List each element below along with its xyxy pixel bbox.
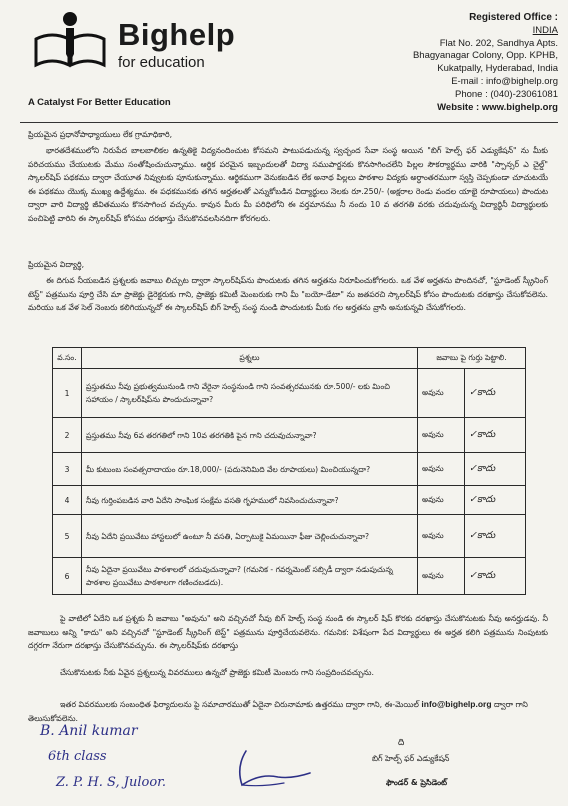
question-text: ప్రస్తుతము నీవు ప్రభుత్వమునుండి గాని వేరైనా సంస్థనుండి గాని సంవత్సరమునకు రూ.500/- లకు మించి సహాయం / స్కాలర్‌షిప్‌ను పొందుచున్నావా? xyxy=(82,369,418,418)
row-number: 6 xyxy=(53,558,82,595)
email-link[interactable]: info@bighelp.org xyxy=(421,699,492,709)
details-tail: ద్వారా గాని తెలుసుకోవలెను. xyxy=(28,700,528,723)
details-paragraph xyxy=(28,698,548,725)
eligibility-note-paragraph: పై వాటిలో ఏదేని ఒక ప్రశ్నకు నీ జవాబు "అవును" అని వచ్చినచో నీవు బిగ్ హెల్ప్ సంస్థ నుండి ఈ స్కాలర్ షిప్ కొరకు దరఖాస్తు చేసుకొనుటకు నీవు అనర్హుడవు. నీ జవాబులు అన్ని "కాదు" అని వచ్చినచో "స్టూడెంట్ స్క్రీనింగ్ టెస్ట్" పత్రమును పూర్తిచేయవలెను. గమనిక: విశేషంగా పేద విద్యార్థులు ఈ అర్హత కలిగి పత్రమును నింపుటకు దగ్గరగా నేరుగా దరఖాస్తు చేసుకొనవచ్చును. ఈ స్కాలర్‌షిప్‌కు దరఖాస్తు xyxy=(28,614,548,651)
row-number: 1 xyxy=(53,369,82,418)
registered-office-block xyxy=(368,12,558,114)
brand-name: Bighelp xyxy=(118,17,236,52)
table-row xyxy=(53,453,526,486)
table-row xyxy=(53,418,526,453)
header-answer: జవాబు పై గుర్తు పెట్టాలి. xyxy=(418,348,526,369)
office-phone: Phone : (040)-23061081 xyxy=(455,88,558,100)
handwritten-class: 6th class xyxy=(48,749,107,764)
office-address-line: Bhagyanagar Colony, Opp. KPHB, xyxy=(412,50,558,62)
contact-paragraph: చేసుకొనుటకు నీకు ఏవైన ప్రశ్నలున్న వివరములు ఉన్నచో ప్రాజెక్టు కమిటీ మెంబరు గాని సంప్రదించవచ్చును. xyxy=(60,668,374,677)
table-row xyxy=(53,515,526,558)
handwritten-school: Z. P. H. S, Juloor. xyxy=(56,775,167,790)
office-email: E-mail : info@bighelp.org xyxy=(451,75,558,87)
table-row xyxy=(53,486,526,515)
intro-paragraph: భారతదేశములోని నిరుపేద బాలబాలికల ఉన్నతికై విద్యనందించుట కోసమని పాటుపడుచున్న స్వచ్ఛంద సేవా సంస్థ అయిన "బిగ్ హెల్ప్ ఫర్ ఎడ్యుకేషన్" ను మీకు పరిచయము చేయుటకు మేము సంతోషించుచున్నాము. ఆర్థిక పరమైన ఇబ్బందులతో విద్యా సముపార్జనకు కొనసాగించలేని పిల్లల సౌకర్యార్థము వారికి "స్పాన్సర్ ఎ చైల్డ్" స్కాలర్‌షిప్ పథకము ద్వారా చేయూత నివ్వుటకు పూనుకున్నాము. ఆర్థికముగా వెనుకబడిన లేక అనాథ పిల్లలు పాఠశాల విద్యకు అర్ధాంతరముగా స్వస్తి చెప్పకుండా చూచుటయే ఈ పథకము యొక్క ముఖ్య ఉద్దేశ్యము. ఈ పధకమునకు తగిన అర్హతలతో ఎన్నుకోబడిన విద్యార్థులు నెలకు రూ.250/- (అక్షరాల రెండు వందల యాభై రూపాయలు) పొందుట ద్వారా వారి విద్యార్థి జీవితమును కొనసాగించ వచ్చును. కావున మీరు మీ పరిధిలోని ఈ వర్తమానము నీ నందు 10 వ తరగతి వరకు చదువుచున్న విద్యార్థినీ విద్యార్థులకు పంచిపెట్టి వారిని ఈ స్కాలర్‌షిప్ కోసము దరఖాస్తు చేసుకొనవలసినదిగా కోరగలరు. xyxy=(28,146,548,223)
question-text: మీ కుటుంబ సంవత్సరాదాయం రూ.18,000/- (పదునెనిమిది వేల రూపాయలు) మించియున్నదా? xyxy=(82,453,418,486)
question-text: ప్రస్తుతము నీవు 6వ తరగతిలో గాని 10వ తరగతికి పైన గాని చదువుచున్నావా? xyxy=(82,418,418,453)
answer-yes[interactable]: అవును xyxy=(418,418,465,453)
tagline: A Catalyst For Better Education xyxy=(28,97,171,108)
answer-yes[interactable]: అవును xyxy=(418,515,465,558)
details-text: ఇతర వివరములకు సంబంధిత ఫిర్యాదులను పై సమాచారముతో ఏదైనా చిరునామాకు ఉత్తరము ద్వారా గాని, ఈ-మెయిల్ xyxy=(60,700,419,709)
row-number: 4 xyxy=(53,486,82,515)
answer-no-ticked[interactable]: ✓కాదు xyxy=(465,558,526,595)
eligibility-questions-table xyxy=(52,347,526,595)
handwritten-student-name: B. Anil kumar xyxy=(40,723,138,739)
question-text: నీవు ఏదేని ప్రయివేటు హాస్టలులో ఉంటూ నీ వసతి, ఏర్పాటుకై ఏమయినా ఫీజు చెల్లించుచున్నావా? xyxy=(82,515,418,558)
answer-no-ticked[interactable]: ✓కాదు xyxy=(465,486,526,515)
signature-organisation: బిగ్ హెల్ప్ ఫర్ ఎడ్యుకేషన్ xyxy=(372,754,450,763)
table-row xyxy=(53,369,526,418)
answer-no-ticked[interactable]: ✓కాదు xyxy=(465,369,526,418)
row-number: 3 xyxy=(53,453,82,486)
office-title: Registered Office : xyxy=(469,12,558,23)
brand-subtitle: for education xyxy=(118,54,205,71)
office-address-line: Flat No. 202, Sandhya Apts. xyxy=(439,37,558,49)
instructions-paragraph: ఈ దిగువ నీయబడిన ప్రశ్నలకు జవాబు లిచ్చుట ద్వారా స్కాలర్‌షిప్‌ను పొందుటకు తగిన అర్హతను నిరూపించుకోగలరు. ఒక వేళ అర్హతను పొందినచో, "స్టూడెంట్ స్క్రీనింగ్ టెస్ట్" పత్రమును పూర్తి చేసి మా ప్రాజెక్టు డైరెక్టరుకు గాని, ప్రాజెక్టు కమిటీ మెంబరుకు గాని మీ "బయో-డేటా" ను జతపరచి స్కాలర్‌షిప్ కోసం పొందుటకు దరఖాస్తు చేసుకోవలెను. మరియు ఒక వేళ సెల్ నెంబరు కలిగియున్నచో ఈ స్కాలర్‌షిప్ బిగ్ హెల్ప్ సంస్థ నుండి పొందుటకు మీకు గల అర్హతను వ్రాసి అనుకున్నవి చేసుకోగలరు. xyxy=(28,276,549,313)
signature-role: ఫౌండర్ & ప్రెసిడెంట్ xyxy=(386,778,448,787)
header-serial: వ.సం. xyxy=(53,348,82,369)
salutation-headmaster: ప్రియమైన ప్రధానోపాధ్యాయులు లేక గ్రామాధికారి, xyxy=(28,130,173,139)
office-website: Website : www.bighelp.org xyxy=(437,101,558,113)
table-header-row xyxy=(53,348,526,369)
header-questions: ప్రశ్నలు xyxy=(82,348,418,369)
handwritten-signature xyxy=(232,743,314,791)
table-row xyxy=(53,558,526,595)
bighelp-logo xyxy=(32,9,108,69)
answer-yes[interactable]: అవును xyxy=(418,486,465,515)
answer-yes[interactable]: అవును xyxy=(418,558,465,595)
row-number: 2 xyxy=(53,418,82,453)
answer-no-ticked[interactable]: ✓కాదు xyxy=(465,453,526,486)
answer-yes[interactable]: అవును xyxy=(418,369,465,418)
answer-yes[interactable]: అవును xyxy=(418,453,465,486)
signature-initial: ది xyxy=(398,738,405,748)
question-text: నీవు గుర్తింపబడిన వారి ఏదేని సాంఘిక సంక్షేమ వసతి గృహములో నివసించుచున్నావా? xyxy=(82,486,418,515)
office-address-line: Kukatpally, Hyderabad, India xyxy=(437,63,558,75)
salutation-student: ప్రియమైన విద్యార్థి, xyxy=(28,260,85,269)
answer-no-ticked[interactable]: ✓కాదు xyxy=(465,418,526,453)
question-text: నీవు ఏదైనా ప్రయివేటు పాఠశాలలో చదువుచున్నావా? (గమనిక - గవర్నమెంట్ సబ్సిడీ ద్వారా నడుపుచున్న పాఠశాల ప్రయివేటు పాఠశాలగా గణించబడదు). xyxy=(82,558,418,595)
office-country: INDIA xyxy=(532,24,558,36)
header-divider xyxy=(20,122,558,123)
answer-no-ticked[interactable]: ✓కాదు xyxy=(465,515,526,558)
row-number: 5 xyxy=(53,515,82,558)
